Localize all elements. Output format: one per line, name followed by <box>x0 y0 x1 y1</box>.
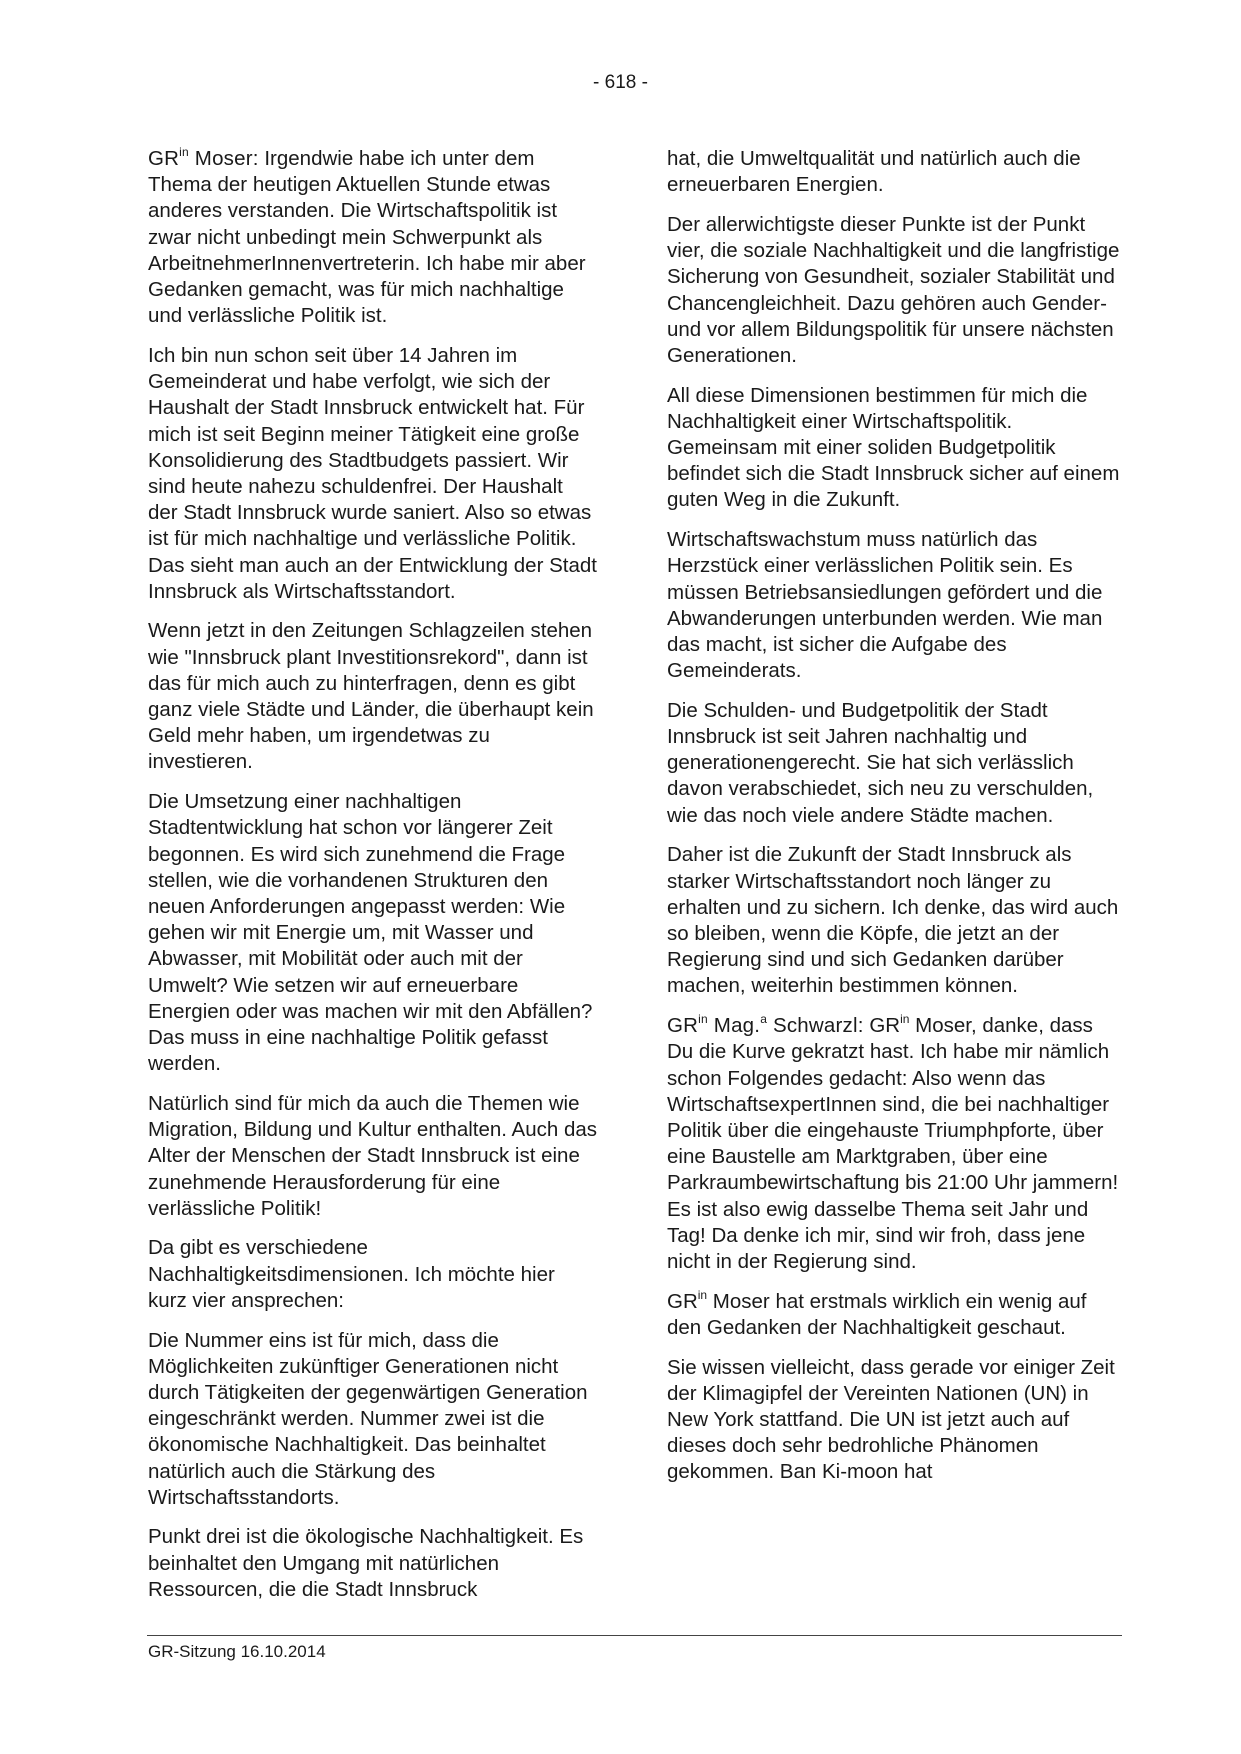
paragraph <box>667 1289 1122 1341</box>
paragraph: Da gibt es verschiedene Nachhaltigkeitsdimensionen. Ich möchte hier kurz vier ansprechen: <box>148 1236 555 1312</box>
paragraph: Wirtschaftswachstum muss natürlich das Herzstück einer verlässlichen Politik sein. Es müssen Betriebsansiedlungen gefördert und die Abwanderungen unterbunden werden. Wie man das macht, ist sicher die Aufgabe des Gemeinderats. <box>667 528 1103 683</box>
paragraph-text-prefix: GR <box>667 1289 698 1313</box>
speaker-label <box>667 1014 864 1037</box>
speaker-title-suffix: in <box>698 1012 708 1027</box>
paragraph-text-prefix: GR <box>863 1014 901 1038</box>
footer-text: GR-Sitzung 16.10.2014 <box>148 1642 326 1661</box>
paragraph: Sie wissen vielleicht, dass gerade vor einiger Zeit der Klimagipfel der Vereinten Nationen (UN) in New York stattfand. Die UN ist jetzt auch auf dieses doch sehr bedrohliche Phänomen gekommen. Ban Ki-moon hat <box>667 1355 1115 1484</box>
footer-divider <box>147 1635 1122 1636</box>
speaker-title-suffix: in <box>179 145 189 160</box>
paragraph: All diese Dimensionen bestimmen für mich die Nachhaltigkeit einer Wirtschaftspolitik. Gemeinsam mit einer soliden Budgetpolitik befindet sich die Stadt Innsbruck sicher auf einem guten Weg in die Zukunft. <box>667 383 1120 512</box>
speaker-academic-title-suffix: a <box>760 1012 768 1027</box>
paragraph-text: Moser, danke, dass Du die Kurve gekratzt hast. Ich habe mir nämlich schon Folgendes gedacht: Also wenn das WirtschaftsexpertInnen sind, die bei nachhaltiger Politik über die eingehauste Triumphpforte, über eine Baustelle am Marktgraben, über eine Parkraumbewirtschaftung bis 21:00 Uhr jammern! Es ist also ewig dasselbe Thema seit Jahr und Tag! Da denke ich mir, sind wir froh, dass jene nicht in der Regierung sind. <box>667 1014 1119 1273</box>
paragraph <box>148 146 598 329</box>
page-number: - 618 - <box>593 72 648 93</box>
paragraph-text-suffix: in <box>697 1287 708 1302</box>
speaker-title: GR <box>148 147 180 170</box>
paragraph: Wenn jetzt in den Zeitungen Schlagzeilen stehen wie "Innsbruck plant Investitionsrekord", dann ist das für mich auch zu hinterfragen, denn es gibt ganz viele Städte und Länder, die überhaupt kein Geld mehr haben, um irgendetwas zu investieren. <box>148 619 594 774</box>
speaker-academic-title: Mag. <box>707 1014 761 1038</box>
paragraph: hat, die Umweltqualität und natürlich auch die erneuerbaren Energien. <box>667 147 1081 197</box>
speaker-name: Moser: <box>188 147 259 170</box>
speaker-label <box>148 147 259 170</box>
paragraph: Punkt drei ist die ökologische Nachhaltigkeit. Es beinhaltet den Umgang mit natürlichen Ressourcen, die die Stadt Innsbruck <box>148 1525 584 1601</box>
paragraph: Daher ist die Zukunft der Stadt Innsbruck als starker Wirtschaftsstandort noch länger zu erhalten und zu sichern. Ich denke, das wird auch so bleiben, wenn die Köpfe, die jetzt an der Regierung sind und sich Gedanken darüber machen, weiterhin bestimmen können. <box>667 843 1119 998</box>
speaker-name: Schwarzl: <box>767 1014 864 1038</box>
paragraph: Der allerwichtigste dieser Punkte ist der Punkt vier, die soziale Nachhaltigkeit und die langfristige Sicherung von Gesundheit, sozialer Stabilität und Chancengleichheit. Dazu gehören auch Gender- und vor allem Bildungspolitik für unsere nächsten Generationen. <box>667 212 1120 367</box>
paragraph-text: Irgendwie habe ich unter dem Thema der heutigen Aktuellen Stunde etwas anderes verstanden. Die Wirtschaftspolitik ist zwar nicht unbedingt mein Schwerpunkt als ArbeitnehmerInnenvertreterin. Ich habe mir aber Gedanken gemacht, was für mich nachhaltige und verlässliche Politik ist. <box>148 147 586 328</box>
paragraph: Die Schulden- und Budgetpolitik der Stadt Innsbruck ist seit Jahren nachhaltig und generationengerecht. Sie hat sich verlässlich davon verabschiedet, sich neu zu verschulden, wie das noch viele andere Städte machen. <box>667 698 1094 827</box>
left-column <box>148 146 598 1617</box>
right-column <box>667 146 1122 1499</box>
paragraph: Natürlich sind für mich da auch die Themen wie Migration, Bildung und Kultur enthalten. Auch das Alter der Menschen der Stadt Innsbruck ist eine zunehmende Herausforderung für eine verlässliche Politik! <box>148 1091 598 1220</box>
paragraph-text: Moser hat erstmals wirklich ein wenig auf den Gedanken der Nachhaltigkeit geschaut. <box>667 1289 1087 1339</box>
speaker-title: GR <box>667 1014 699 1038</box>
paragraph: Ich bin nun schon seit über 14 Jahren im Gemeinderat und habe verfolgt, wie sich der Haushalt der Stadt Innsbruck entwickelt hat. Für mich ist seit Beginn meiner Tätigkeit eine große Konsolidierung des Stadtbudgets passiert. Wir sind heute nahezu schuldenfrei. Der Haushalt der Stadt Innsbruck wurde saniert. Also so etwas ist für mich nachhaltige und verlässliche Politik. Das sieht man auch an der Entwicklung der Stadt Innsbruck als Wirtschaftsstandort. <box>148 343 597 603</box>
paragraph <box>667 1013 1122 1275</box>
paragraph-text-suffix: in <box>900 1012 910 1027</box>
paragraph: Die Umsetzung einer nachhaltigen Stadtentwicklung hat schon vor längerer Zeit begonnen. Es wird sich zunehmend die Frage stellen, wie die vorhandenen Strukturen den neuen Anforderungen angepasst werden: Wie gehen wir mit Energie um, mit Wasser und Abwasser, mit Mobilität oder auch mit der Umwelt? Wie setzen wir auf erneuerbare Energien oder was machen wir mit den Abfällen? Das muss in eine nachhaltige Politik gefasst werden. <box>148 790 593 1076</box>
paragraph: Die Nummer eins ist für mich, dass die Möglichkeiten zukünftiger Generationen nicht durch Tätigkeiten der gegenwärtigen Generation eingeschränkt werden. Nummer zwei ist die ökonomische Nachhaltigkeit. Das beinhaltet natürlich auch die Stärkung des Wirtschaftsstandorts. <box>148 1328 588 1509</box>
